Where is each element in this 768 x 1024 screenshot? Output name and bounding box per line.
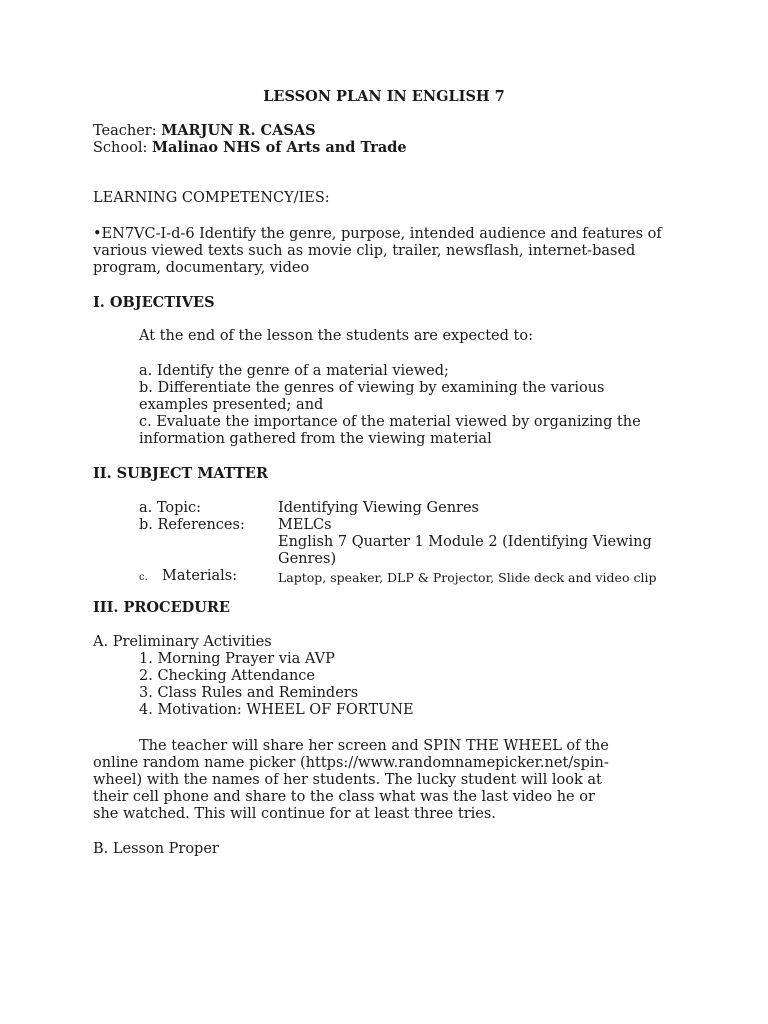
objective-item: b. Differentiate the genres of viewing by examining the various (139, 380, 605, 396)
subject-matter-heading: II. SUBJECT MATTER (93, 465, 268, 482)
procedure-heading: III. PROCEDURE (93, 599, 230, 616)
procedure-step: 1. Morning Prayer via AVP (139, 651, 335, 667)
lesson-proper-heading: B. Lesson Proper (93, 841, 219, 857)
reference-value: MELCs (278, 517, 332, 533)
materials-letter: c. (139, 572, 148, 583)
competency-line: program, documentary, video (93, 260, 310, 276)
paragraph-line: she watched. This will continue for at least three tries. (93, 806, 496, 822)
competency-heading: LEARNING COMPETENCY/IES: (93, 190, 330, 206)
procedure-step: 3. Class Rules and Reminders (139, 685, 359, 701)
teacher-name: MARJUN R. CASAS (161, 122, 316, 139)
references-label: b. References: (139, 517, 245, 533)
procedure-step: 4. Motivation: WHEEL OF FORTUNE (139, 702, 414, 718)
preliminary-heading: A. Preliminary Activities (93, 634, 272, 650)
objective-item: c. Evaluate the importance of the material viewed by organizing the (139, 414, 641, 430)
objective-item: examples presented; and (139, 397, 324, 413)
school-line (93, 139, 407, 157)
paragraph-line: wheel) with the names of her students. The lucky student will look at (93, 772, 602, 788)
teacher-label: Teacher: (93, 123, 162, 139)
competency-line: •EN7VC-I-d-6 Identify the genre, purpose, intended audience and features of (93, 226, 662, 242)
objective-item: information gathered from the viewing material (139, 431, 492, 447)
page-title: LESSON PLAN IN ENGLISH 7 (263, 88, 505, 105)
topic-value: Identifying Viewing Genres (278, 500, 479, 516)
reference-value: Genres) (278, 551, 337, 567)
procedure-step: 2. Checking Attendance (139, 668, 315, 684)
objectives-heading: I. OBJECTIVES (93, 294, 215, 311)
materials-value: Laptop, speaker, DLP & Projector, Slide deck and video clip (278, 570, 657, 585)
teacher-line (93, 122, 316, 140)
school-label: School: (93, 140, 152, 156)
materials-label: Materials: (162, 568, 238, 584)
objective-item: a. Identify the genre of a material viewed; (139, 363, 449, 379)
paragraph-line: The teacher will share her screen and SPIN THE WHEEL of the (139, 738, 609, 754)
paragraph-line: online random name picker (https://www.randomnamepicker.net/spin- (93, 755, 609, 771)
competency-line: various viewed texts such as movie clip, trailer, newsflash, internet-based (93, 243, 636, 259)
objectives-intro: At the end of the lesson the students are expected to: (139, 328, 533, 344)
paragraph-line: their cell phone and share to the class what was the last video he or (93, 789, 595, 805)
topic-label: a. Topic: (139, 500, 202, 516)
reference-value: English 7 Quarter 1 Module 2 (Identifying Viewing (278, 534, 652, 550)
school-name: Malinao NHS of Arts and Trade (151, 139, 407, 156)
